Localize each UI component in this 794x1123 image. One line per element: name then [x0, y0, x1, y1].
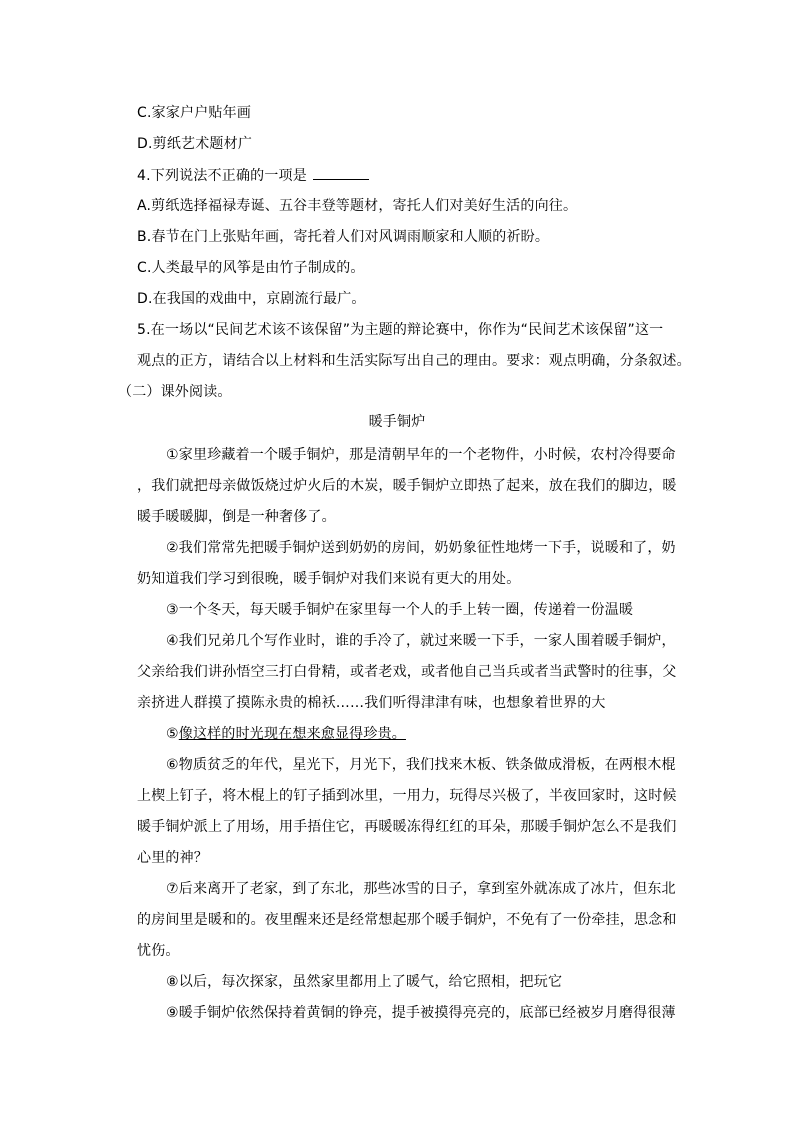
option-b-q4: B.春节在门上张贴年画，寄托着人们对风调雨顺家和人顺的祈盼。 — [137, 229, 550, 245]
option-a-q4: A.剪纸选择福禄寿诞、五谷丰登等题材，寄托人们对美好生活的向往。 — [137, 198, 578, 214]
passage-line: 忧伤。 — [137, 943, 180, 959]
option-c-q3: C.家家户户贴年画 — [137, 105, 252, 121]
question-4-text: 4.下列说法不正确的一项是 — [137, 168, 307, 184]
underlined-sentence: 像这样的时光现在想来愈显得珍贵。 — [178, 726, 406, 742]
passage-line: 上楔上钉子，将木棍上的钉子插到冰里，一用力，玩得尽兴极了，半夜回家时，这时候 — [137, 788, 677, 804]
passage-line: ⑨暖手铜炉依然保持着黄铜的铮亮，提手被摸得亮亮的，底部已经被岁月磨得很薄 — [166, 1005, 676, 1021]
passage-line: 暖手暖暖脚，倒是一种奢侈了。 — [137, 509, 336, 525]
passage-line: 心里的神？ — [137, 850, 208, 866]
section-heading: （二）课外阅读。 — [118, 384, 232, 400]
passage-line: 父亲给我们讲孙悟空三打白骨精，或者老戏，或者他自己当兵或者当武警时的往事，父 — [137, 664, 677, 680]
passage-line: ⑦后来离开了老家，到了东北，那些冰雪的日子，拿到室外就冻成了冰片，但东北 — [166, 881, 676, 897]
passage-line: 暖手铜炉派上了用场，用手捂住它，再暖暖冻得红红的耳朵，那暖手铜炉怎么不是我们 — [137, 819, 677, 835]
question-4-stem — [137, 165, 369, 186]
passage-line: 的房间里是暖和的。夜里醒来还是经常想起那个暖手铜炉，不免有了一份牵挂，思念和 — [137, 912, 677, 928]
passage-line: ①家里珍藏着一个暖手铜炉，那是清朝早年的一个老物件，小时候，农村冷得要命 — [166, 447, 676, 463]
passage-line: ②我们常常先把暖手铜炉送到奶奶的房间，奶奶象征性地烤一下手，说暖和了，奶 — [166, 540, 676, 556]
passage-line: ③一个冬天，每天暖手铜炉在家里每一个人的手上转一圈，传递着一份温暖 — [166, 602, 634, 618]
passage-line: 奶知道我们学习到很晚，暖手铜炉对我们来说有更大的用处。 — [137, 571, 521, 587]
passage-line: ，我们就把母亲做饭烧过炉火后的木炭，暖手铜炉立即热了起来，放在我们的脚边，暖 — [137, 478, 677, 494]
option-c-q4: C.人类最早的风筝是由竹子制成的。 — [137, 260, 365, 276]
question-5-line2: 观点的正方，请结合以上材料和生活实际写出自己的理由。要求：观点明确，分条叙述。 — [137, 353, 691, 369]
option-d-q3: D.剪纸艺术题材广 — [137, 136, 253, 152]
passage-title: 暖手铜炉 — [368, 414, 426, 430]
question-5-line1: 5.在一场以“民间艺术该不该保留”为主题的辩论赛中，你作为“民间艺术该保留”这一 — [137, 322, 664, 338]
passage-line: 亲挤进人群摸了摸陈永贵的棉袄……我们听得津津有味，也想象着世界的大 — [137, 695, 606, 711]
paragraph-number: ⑤ — [166, 726, 179, 742]
passage-paragraph-5 — [166, 724, 406, 744]
passage-line: ④我们兄弟几个写作业时，谁的手冷了，就过来暖一下手，一家人围着暖手铜炉， — [166, 633, 676, 649]
answer-blank — [313, 165, 369, 180]
passage-line: ⑧以后，每次探家，虽然家里都用上了暖气，给它照相，把玩它 — [166, 974, 563, 990]
option-d-q4: D.在我国的戏曲中，京剧流行最广。 — [137, 291, 366, 307]
passage-line: ⑥物质贫乏的年代，星光下，月光下，我们找来木板、铁条做成滑板，在两根木棍 — [166, 757, 676, 773]
